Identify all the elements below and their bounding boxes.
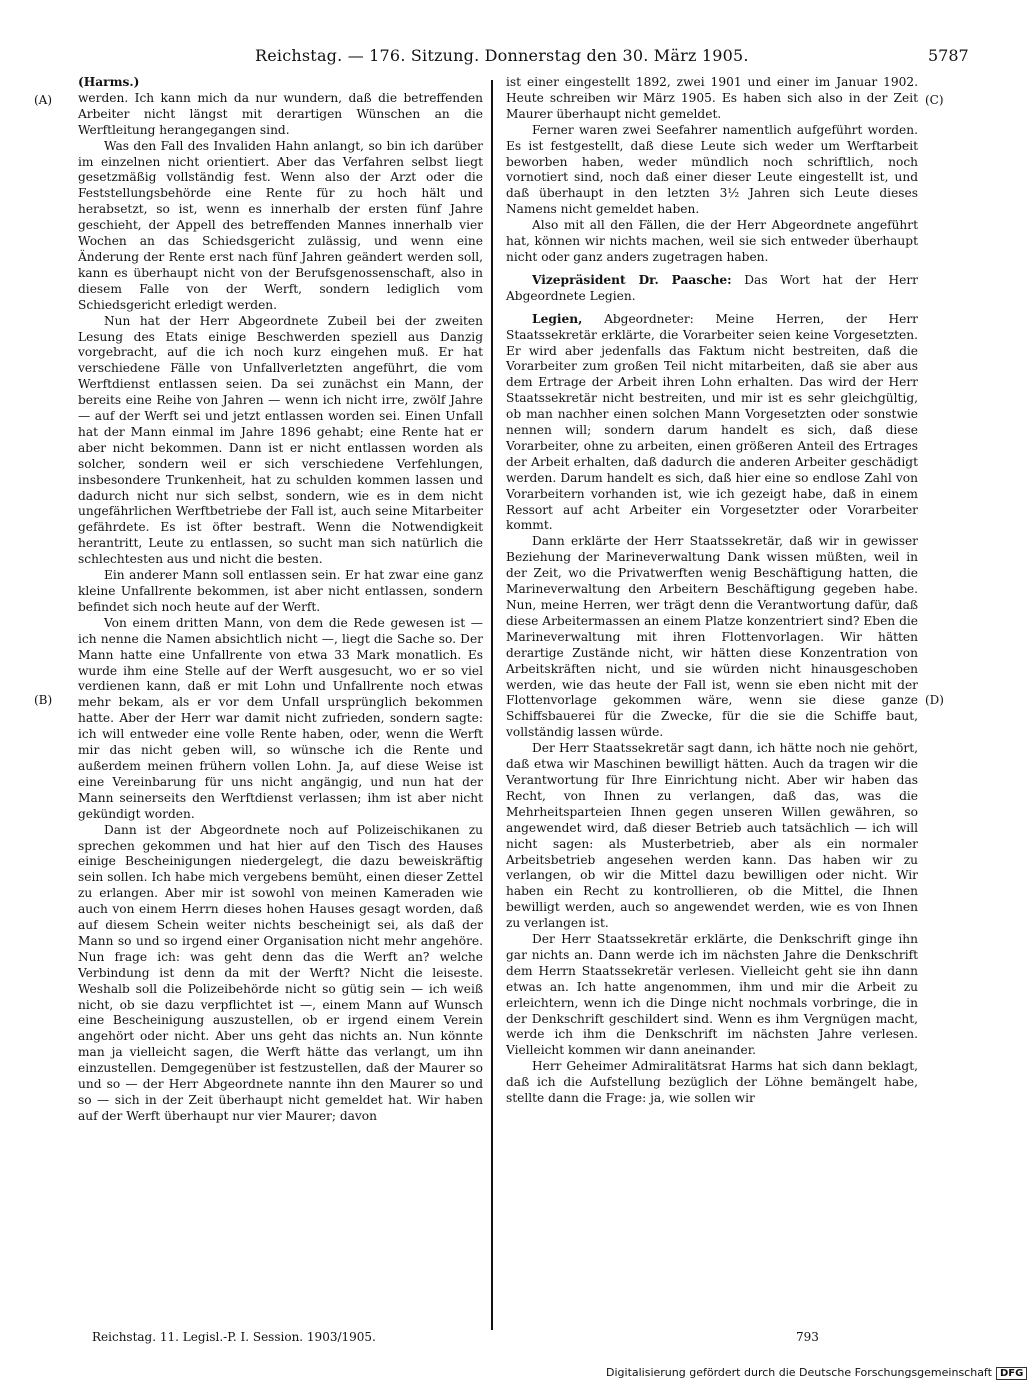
page-header: [0, 46, 1000, 70]
running-title: Reichstag. — 176. Sitzung. Donnerstag den 30. März 1905.: [255, 46, 749, 65]
vice-president-paragraph: [506, 273, 918, 305]
paragraph: Nun hat der Herr Abgeordnete Zubeil bei der zweiten Lesung des Etats einige Beschwerden speziell aus Danzig vorgebracht, auf die ich noch kurz eingehen muß. Er hat verschiedene Fälle von Unfallverletzten angeführt, die vom Werftdienst entlassen seien. Da sei zunächst ein Mann, der bereits eine Reihe von Jahren — wenn ich nicht irre, zwölf Jahre — auf der Werft sei und jetzt entlassen worden sei. Einen Unfall hat der Mann einmal im Jahre 1896 gehabt; eine Rente hat er aber nicht bekommen. Dann ist er nicht entlassen worden als solcher, sondern weil er sich verschiedene Verfehlungen, insbesondere Trunkenheit, hat zu schulden kommen lassen und dadurch nicht nur sich selbst, sondern, wie es in dem nicht ungefährlichen Werftbetriebe der Fall ist, auch seine Mitarbeiter gefährdete. Es ist öfter bestraft. Wenn die Notwendigkeit herantritt, Leute zu entlassen, so sucht man sich natürlich die schlechtesten aus und nicht die besten.: [78, 313, 483, 567]
margin-label-a: (A): [34, 93, 53, 107]
speaker-label: (Harms.): [78, 75, 140, 89]
paragraph: werden. Ich kann mich da nur wundern, daß die betreffenden Arbeiter nicht längst mit derartigen Wünschen an die Werftleitung herangegangen sind.: [78, 90, 483, 137]
credit-text: Digitalisierung gefördert durch die Deutsche Forschungsgemeinschaft: [606, 1366, 992, 1379]
right-column: [506, 75, 918, 1107]
speaker-name: Legien,: [532, 311, 583, 326]
paragraph: ist einer eingestellt 1892, zwei 1901 und einer im Januar 1902. Heute schreiben wir März 1905. Es haben sich also in der Zeit Maurer überhaupt nicht gemeldet.: [506, 75, 918, 121]
left-column: [78, 75, 483, 1125]
paragraph: Von einem dritten Mann, von dem die Rede gewesen ist — ich nenne die Namen absichtlich nicht —, liegt die Sache so. Der Mann hatte eine Unfallrente von etwa 33 Mark monatlich. Es wurde ihm eine Stelle auf der Werft ausgesucht, wo er so viel verdienen kann, daß er mit Lohn und Unfallrente noch etwas mehr bekam, als er vor dem Unfall ursprünglich bekommen hatte. Aber der Herr war damit nicht zufrieden, sondern sagte: ich will entweder eine volle Rente haben, oder, wenn die Werft mir das nicht geben will, so wünsche ich die Rente und außerdem meinen frühern vollen Lohn. Ja, auf diese Weise ist eine Vereinbarung für uns nicht angängig, und nun hat der Mann seinerseits den Werftdienst verlassen; ihm ist aber nicht gekündigt worden.: [78, 615, 483, 821]
page-number: 5787: [928, 46, 969, 65]
paragraph: Herr Geheimer Admiralitätsrat Harms hat sich dann beklagt, daß ich die Aufstellung bezüglich der Löhne bemängelt habe, stellte dann die Frage: ja, wie sollen wir: [506, 1059, 918, 1106]
margin-label-c: (C): [925, 93, 944, 107]
paragraph: Dann erklärte der Herr Staatssekretär, daß wir in gewisser Beziehung der Marineverwaltung Dank wissen müßten, weil in der Zeit, wo die Privatwerften wenig Beschäftigung hatten, die Marineverwaltung den Arbeitern Beschäftigung gegeben habe. Nun, meine Herren, wer trägt denn die Verantwortung dafür, daß diese Arbeitermassen an einem Platze konzentriert sind? Eben die Marineverwaltung mit ihren Flottenvorlagen. Wir hätten derartige Zustände nicht, wir hätten diese Konzentration von Arbeitskräften nicht, und sie würden nicht hinausgeschoben werden, wie das heute der Fall ist, wenn sie eben nicht mit der Flottenvorlage gekommen wäre, wenn sie diese ganze Schiffsbauerei für die Zwecke, für die sie die Schiffe baut, vollständig lassen würde.: [506, 534, 918, 740]
legien-paragraph: [506, 312, 918, 535]
digitization-credit: [606, 1366, 1027, 1380]
speech-text: Das Wort hat der Herr Abgeordnete Legien.: [506, 272, 918, 303]
speaker-name: Vizepräsident Dr. Paasche:: [532, 272, 732, 287]
paragraph: Der Herr Staatssekretär erklärte, die Denkschrift ginge ihn gar nichts an. Dann werde ich im nächsten Jahre die Denkschrift dem Herrn Staatssekretär verlesen. Vielleicht geht sie ihn dann etwas an. Ich hatte angenommen, ihm und mir die Arbeit zu erleichtern, wenn ich die Dinge nicht nochmals vorbringe, die in der Denkschrift geschildert sind. Wenn es ihm Vergnügen macht, werde ich ihm die Denkschrift im nächsten Jahre verlesen. Vielleicht kommen wir dann aneinander.: [506, 932, 918, 1058]
session-footer: Reichstag. 11. Legisl.-P. I. Session. 1903/1905.: [92, 1330, 376, 1344]
margin-label-b: (B): [34, 693, 53, 707]
paragraph: Ein anderer Mann soll entlassen sein. Er hat zwar eine ganz kleine Unfallrente bekommen, ist aber nicht entlassen, sondern befindet sich noch heute auf der Werft.: [78, 568, 483, 614]
paragraph: Was den Fall des Invaliden Hahn anlangt, so bin ich darüber im einzelnen nicht orientiert. Aber das Verfahren selbst liegt gesetzmäßig vollständig fest. Wenn also der Arzt oder die Feststellungsbehörde eine Rente für zu hoch hält und herabsetzt, so ist, wenn es innerhalb der ersten fünf Jahre geschieht, der Appell des betreffenden Mannes innerhalb vier Wochen an das Schiedsgericht zulässig, und wenn eine Änderung der Rente erst nach fünf Jahren geändert werden soll, kann es überhaupt nicht von der Berufsgenossenschaft, also in diesem Falle von der Werft, sondern lediglich vom Schiedsgericht erledigt werden.: [78, 138, 483, 312]
paragraph: Ferner waren zwei Seefahrer namentlich aufgeführt worden. Es ist festgestellt, daß diese Leute sich weder um Werftarbeit beworben haben, weder mündlich noch schriftlich, noch vornotiert sind, noch daß einer dieser Leute eingestellt ist, und daß überhaupt in den letzten 3½ Jahren sich Leute dieses Namens nicht gemeldet haben.: [506, 122, 918, 217]
sheet-number: 793: [796, 1330, 819, 1344]
speech-text: Abgeordneter: Meine Herren, der Herr Staatssekretär erklärte, die Vorarbeiter seien keine Vorgesetzten. Er wird aber jedenfalls das Faktum nicht bestreiten, daß die Vorarbeiter zum großen Teil nicht mitarbeiten, daß sie aber aus dem Ertrage der Arbeit ihren Lohn erhalten. Das wird der Herr Staatssekretär nicht bestreiten, und mir ist es sehr gleichgültig, ob man nachher einen solchen Mann Vorgesetzten oder sonstwie nennen will; sondern darum handelt es sich, daß diese Vorarbeiter, ohne zu arbeiten, einen größeren Anteil des Ertrages der Arbeit erhalten, daß dadurch die anderen Arbeiter geschädigt werden. Darum handelt es sich, daß hier eine so endlose Zahl von Vorarbeitern vorhanden ist, wie ich gezeigt habe, daß in einem Ressort auf acht Arbeiter ein Vorgesetzter oder Vorarbeiter kommt.: [506, 311, 918, 533]
margin-label-d: (D): [925, 693, 944, 707]
paragraph: Dann ist der Abgeordnete noch auf Polizeischikanen zu sprechen gekommen und hat hier auf den Tisch des Hauses einige Bescheinigungen niedergelegt, die dazu beweiskräftig sein sollen. Ich habe mich vergebens bemüht, einen dieser Zettel zu erlangen. Aber mir ist sowohl von meinen Kameraden wie auch von einem Herrn dieses hohen Hauses gesagt worden, daß auf diesem Schein weiter nichts bescheinigt sei, als daß der Mann so und so irgend einer Organisation nicht mehr angehöre. Nun frage ich: was geht denn das die Werft an? welche Verbindung ist denn da mit der Werft? Nicht die leiseste. Weshalb soll die Polizeibehörde nicht so gütig sein — ich weiß nicht, ob sie dazu verpflichtet ist —, einem Mann auf Wunsch eine Bescheinigung auszustellen, ob er irgend einem Verein angehört oder nicht. Aber uns geht das nichts an. Nun könnte man ja vielleicht sagen, die Werft hätte das verlangt, um ihn einzustellen. Demgegenüber ist festzustellen, daß der Maurer so und so — der Herr Abgeordnete nannte ihn den Maurer so und so — sich in der Zeit überhaupt nicht gemeldet hat. Wir haben auf der Werft überhaupt nur vier Maurer; davon: [78, 822, 483, 1123]
paragraph: Also mit all den Fällen, die der Herr Abgeordnete angeführt hat, können wir nichts machen, weil sie sich entweder überhaupt nicht oder ganz anders zugetragen haben.: [506, 218, 918, 264]
column-divider: [491, 80, 493, 1330]
paragraph: Der Herr Staatssekretär sagt dann, ich hätte noch nie gehört, daß etwa wir Maschinen bewilligt hätten. Auch da tragen wir die Verantwortung für Ihre Einrichtung nicht. Aber wir haben das Recht, von Ihnen zu verlangen, daß das, was die Mehrheitsparteien Ihnen gegen unseren Willen gewähren, so angewendet wird, daß dieser Betrieb auch tatsächlich — ich will nicht sagen: als Musterbetrieb, aber als ein normaler Arbeitsbetrieb angesehen werden kann. Das haben wir zu verlangen, ob wir die Mittel dazu bewilligen oder nicht. Wir haben ein Recht zu kontrollieren, ob die Mittel, die Ihnen bewilligt werden, auch so angewendet werden, wie es von Ihnen zu verlangen ist.: [506, 741, 918, 931]
dfg-logo: DFG: [996, 1367, 1027, 1380]
